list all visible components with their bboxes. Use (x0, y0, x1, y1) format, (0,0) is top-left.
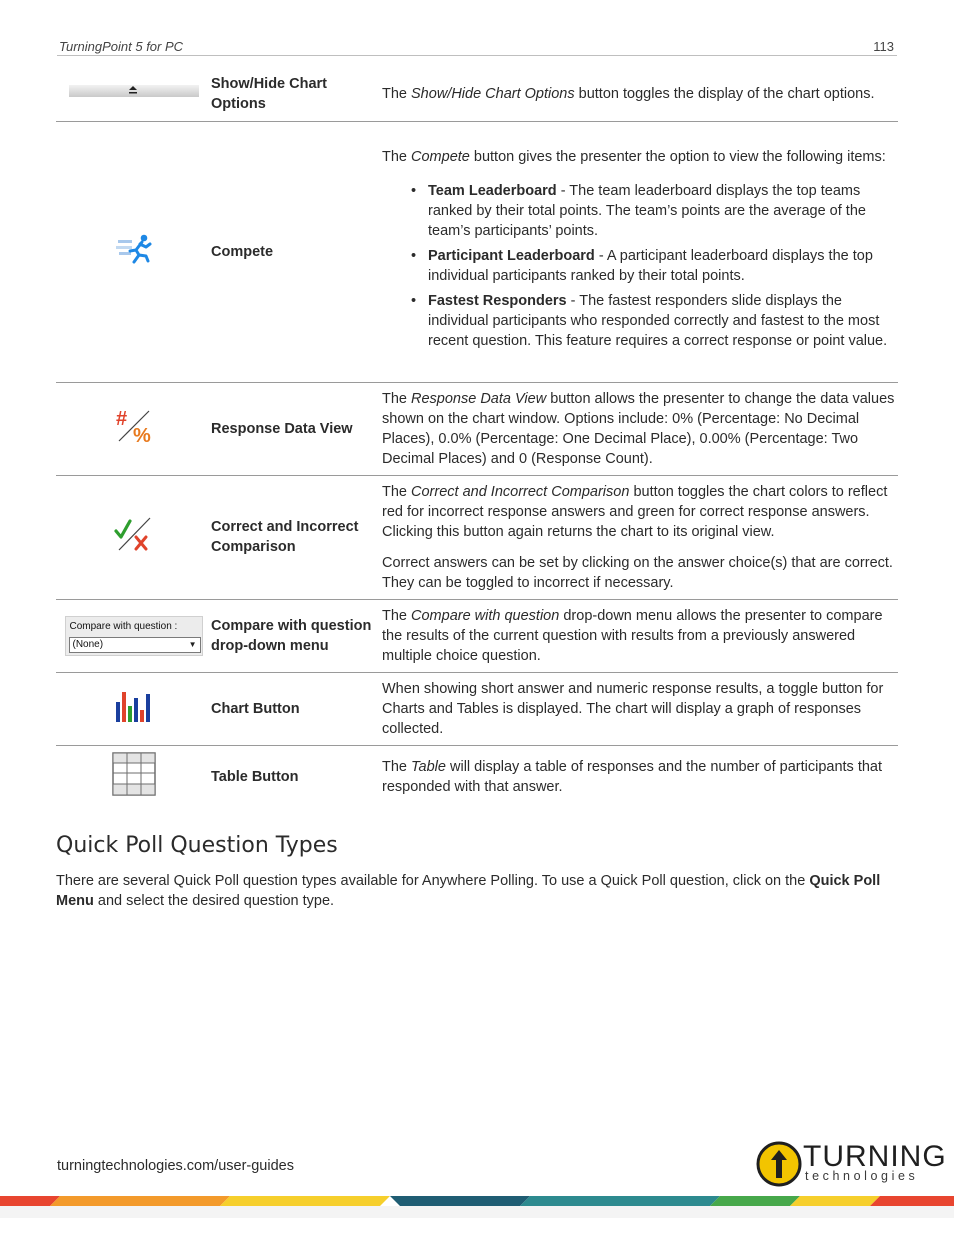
table-row (56, 382, 898, 475)
feature-name: Compare with question drop-down menu (211, 599, 382, 672)
list-item: • Fastest Responders - The fastest responders slide displays the individual participants who responded correctly and fastest to the most recent question. This feature requires a correct response or point value. (382, 291, 898, 351)
dropdown-value: (None) (72, 638, 104, 650)
feature-description: When showing short answer and numeric response results, a toggle button for Charts and Tables is displayed. The chart will display a graph of responses collected. (382, 672, 898, 745)
compete-options-list (382, 181, 898, 351)
feature-description: The Compete button gives the presenter the option to view the following items: • Team Leaderboard - The team leaderboard displays the top teams ranked by their total points. The team’s points are the average of the team’s participants’ points. • Participant Leaderboard - A participant leaderboard displays the top individual participants ranked by their total points. • Fastest Responders - The fastest responders slide displays the individual participants who responded correctly and fastest to the most recent question. This feature requires a correct response or point value. (382, 121, 898, 382)
dropdown-select[interactable] (69, 637, 201, 653)
feature-description: The Compare with question drop-down menu allows the presenter to compare the results of the current question with results from a previously answered multiple choice question. (382, 599, 898, 672)
feature-description: The Show/Hide Chart Options button toggles the display of the chart options. (382, 68, 898, 121)
table-row (56, 672, 898, 745)
list-item: • Team Leaderboard - The team leaderboard displays the top teams ranked by their total points. The team’s points are the average of the team’s participants’ points. (382, 181, 898, 241)
feature-table (56, 68, 898, 808)
compare-with-question-dropdown[interactable] (65, 616, 203, 656)
section-heading: Quick Poll Question Types (56, 833, 338, 858)
chevron-down-icon[interactable]: ▼ (188, 639, 197, 649)
page-number: 113 (873, 39, 894, 54)
feature-name: Compete (211, 121, 382, 382)
logo-subtext: technologies (805, 1169, 919, 1183)
table-row (56, 121, 898, 382)
feature-name: Correct and Incorrect Comparison (211, 475, 382, 599)
table-row (56, 745, 898, 808)
document-title: TurningPoint 5 for PC (59, 39, 184, 54)
feature-name: Chart Button (211, 672, 382, 745)
table-row (56, 68, 898, 121)
decorative-color-stripe (0, 1196, 954, 1218)
feature-description: The Table will display a table of responses and the number of participants that responded with that answer. (382, 758, 883, 795)
turning-technologies-logo (756, 1140, 947, 1187)
page-header (57, 37, 897, 56)
feature-description: The Response Data View button allows the presenter to change the data values shown on the chart window. Options include: 0% (Percentage: No Decimal Places), 0.0% (Percentage: One Decimal Place), 0.00% (Percentage: Two Decimal Places) and 0 (Response Count). (382, 382, 898, 475)
dropdown-label: Compare with question : (69, 620, 178, 632)
svg-text:%: % (132, 424, 151, 444)
turning-logo-icon (756, 1141, 802, 1187)
footer-link[interactable]: turningtechnologies.com/user-guides (57, 1158, 294, 1174)
feature-name: Response Data View (211, 382, 382, 475)
list-item: • Participant Leaderboard - A participant leaderboard displays the top individual participants ranked by their total points. (382, 246, 898, 286)
bar-chart-icon (115, 688, 153, 730)
response-data-view-icon (115, 408, 153, 450)
feature-name: Table Button (211, 768, 299, 785)
feature-name: Show/Hide Chart Options (211, 68, 382, 121)
section-paragraph: There are several Quick Poll question types available for Anywhere Polling. To use a Quick Poll question, click on the Quick Poll Menu and select the desired question type. (56, 873, 881, 909)
table-grid-icon (112, 752, 156, 802)
correct-incorrect-comparison-icon (114, 515, 154, 559)
feature-description: The Correct and Incorrect Comparison button toggles the chart colors to reflect red for incorrect response answers and green for correct response answers. Clicking this button again returns the chart to its original view. Correct answers can be set by clicking on the answer choice(s) that are correct. They can be toggled to incorrect if necessary. (382, 475, 898, 599)
svg-text:#: # (115, 407, 127, 430)
table-row (56, 475, 898, 599)
table-row (56, 599, 898, 672)
logo-wordmark: TURNING (803, 1140, 947, 1173)
show-hide-chart-options-icon (69, 84, 199, 104)
compete-runner-icon (116, 234, 152, 270)
